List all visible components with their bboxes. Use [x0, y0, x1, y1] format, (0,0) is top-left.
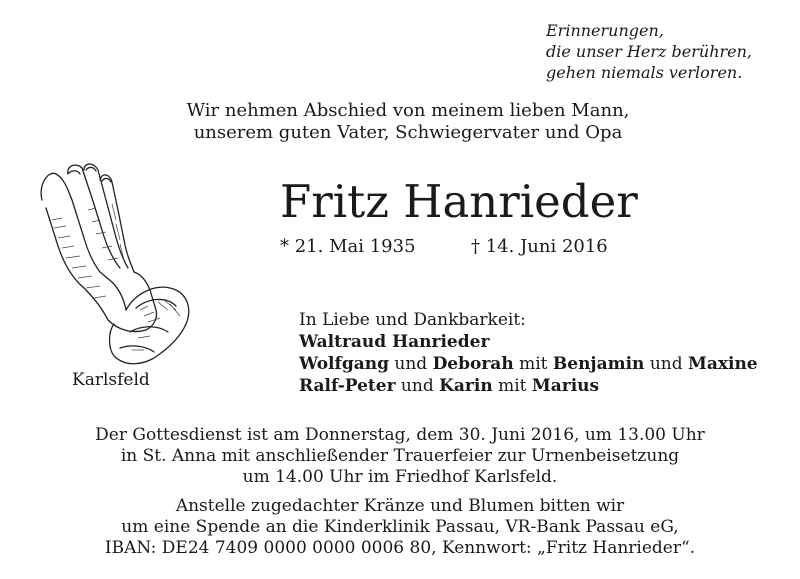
- connector-text: mit: [492, 376, 532, 396]
- connector-text: und: [644, 354, 689, 374]
- connector-text: und: [388, 354, 433, 374]
- family-heading: In Liebe und Dankbarkeit:: [299, 310, 526, 330]
- family-member: Ralf-Peter: [299, 376, 396, 396]
- intro-text: [0, 100, 800, 144]
- death-date: † 14. Juni 2016: [471, 236, 608, 257]
- connector-text: mit: [513, 354, 553, 374]
- service-line: um 14.00 Uhr im Friedhof Karlsfeld.: [242, 467, 558, 487]
- family-member: Karin: [439, 376, 493, 396]
- service-line: in St. Anna mit anschließender Trauerfeier zur Urnenbeisetzung: [120, 446, 680, 466]
- intro-line: unserem guten Vater, Schwiegervater und Opa: [193, 122, 623, 143]
- epigraph-quote: [546, 20, 786, 83]
- connector-text: und: [395, 376, 440, 396]
- intro-line: Wir nehmen Abschied von meinem lieben Mann,: [186, 100, 630, 121]
- donation-line: IBAN: DE24 7409 0000 0000 0006 80, Kennwort: „Fritz Hanrieder“.: [104, 538, 696, 558]
- family-line: [299, 375, 758, 397]
- service-info: [0, 425, 800, 559]
- family-member: Waltraud Hanrieder: [299, 332, 490, 352]
- family-member: Benjamin: [552, 354, 645, 374]
- family-line: [299, 331, 758, 353]
- donation-line: um eine Spende an die Kinderklinik Passau, VR-Bank Passau eG,: [121, 517, 679, 537]
- spacer: [0, 488, 800, 496]
- quote-line: die unser Herz berühren,: [546, 42, 752, 61]
- donation-line: Anstelle zugedachter Kränze und Blumen bitten wir: [175, 496, 625, 516]
- place-name: Karlsfeld: [72, 370, 150, 390]
- family-member: Maxine: [688, 354, 758, 374]
- family-member: Marius: [531, 376, 600, 396]
- family-list: [299, 309, 758, 397]
- praying-hands-icon: [28, 160, 198, 372]
- family-line: [299, 353, 758, 375]
- quote-line: Erinnerungen,: [546, 21, 664, 40]
- quote-line: gehen niemals verloren.: [546, 63, 743, 82]
- family-member: Wolfgang: [299, 354, 389, 374]
- service-line: Der Gottesdienst ist am Donnerstag, dem 30. Juni 2016, um 13.00 Uhr: [95, 425, 705, 445]
- birth-date: * 21. Mai 1935: [280, 236, 416, 257]
- deceased-name: Fritz Hanrieder: [280, 175, 638, 228]
- family-member: Deborah: [432, 354, 514, 374]
